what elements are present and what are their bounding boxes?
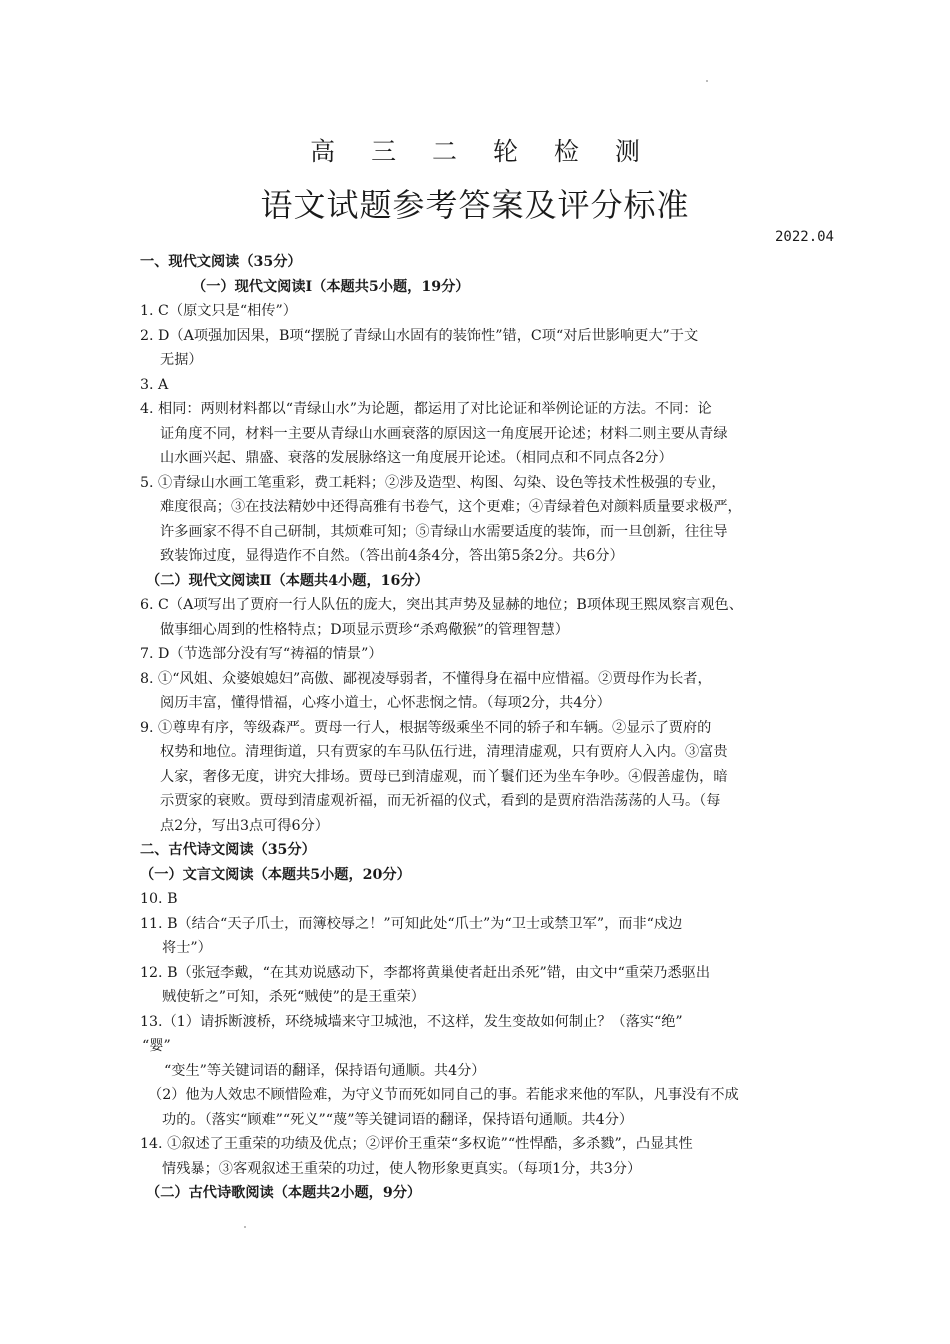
answer-content (140, 250, 820, 1206)
answer-line: “婴” (142, 1038, 171, 1054)
answer-line: 做事细心周到的性格特点；D项显示贾珍“杀鸡儆猴”的管理智慧） (160, 621, 569, 638)
answer-line: 8. ①“风姐、众婆娘媳妇”高傲、鄙视凌辱弱者，不懂得身在福中应惜福。②贾母作为长者， (140, 670, 712, 687)
answer-line: 贼使斩之”可知，杀死“贼使”的是王重荣） (162, 989, 425, 1005)
subsection-heading: （一）现代文阅读Ⅰ（本题共5小题，19分） (192, 278, 470, 295)
answer-line: 4. 相同：两则材料都以“青绿山水”为论题，都运用了对比论证和举例论证的方法。不同：论 (140, 401, 712, 417)
answer-line: 6. C（A项写出了贾府一行人队伍的庞大，突出其声势及显赫的地位；B项体现王熙凤察言观色、 (140, 597, 743, 613)
answer-line: 人家，奢侈无度，讲究大排场。贾母已到清虚观，而丫鬟们还为坐车争吵。④假善虚伪，暗 (160, 768, 728, 785)
answer-line: 山水画兴起、鼎盛、衰落的发展脉络这一角度展开论述。（相同点和不同点各2分） (160, 450, 673, 466)
section-heading: 二、古代诗文阅读（35分） (140, 842, 316, 858)
answer-line: 7. D（节选部分没有写“祷福的情景”） (140, 646, 383, 662)
answer-line: 许多画家不得不自己研制，其烦难可知；⑤青绿山水需要适度的装饰，而一旦创新，往往导 (160, 523, 728, 540)
answer-line: 难度很高；③在技法精妙中还得高雅有书卷气，这个更难；④青绿着色对颜料质量要求极严， (160, 499, 742, 515)
answer-line: 权势和地位。清理街道，只有贾家的车马队伍行进，清理清虚观，只有贾府人入内。③富贵 (160, 744, 728, 760)
subsection-heading: （一）文言文阅读（本题共5小题，20分） (140, 866, 411, 883)
answer-line: 14. ①叙述了王重荣的功绩及优点；②评价王重荣“多权诡”“性悍酷，多杀戮”，凸显其性 (140, 1136, 693, 1152)
answer-line: 功的。（落实“顾难”“死义”“蔑”等关键词语的翻译，保持语句通顺。共4分） (162, 1111, 634, 1128)
answer-line: 无据） (160, 352, 203, 368)
subsection-heading: （二）现代文阅读Ⅱ（本题共4小题，16分） (146, 572, 429, 589)
answer-line: 2. D（A项强加因果，B项“摆脱了青绿山水固有的装饰性”错，C项“对后世影响更大”于文 (140, 327, 699, 344)
scan-speck (706, 80, 708, 82)
answer-line: 示贾家的衰败。贾母到清虚观祈福，而无祈福的仪式，看到的是贾府浩浩荡荡的人马。（每 (160, 793, 721, 809)
answer-line: 致装饰过度，显得造作不自然。（答出前4条4分，答出第5条2分。共6分） (160, 548, 624, 564)
answer-line: （2）他为人效忠不顾惜险难，为守义节而死如同自己的事。若能求来他的军队，凡事没有不成 (148, 1087, 739, 1103)
answer-line: 9. ①尊卑有序，等级森严。贾母一行人，根据等级乘坐不同的轿子和车辆。②显示了贾府的 (140, 719, 712, 736)
answer-line: 12. B（张冠李戴，“在其劝说感动下，李都将黄巢使者赶出杀死”错，由文中“重荣乃悉驱出 (140, 964, 711, 981)
answer-line: 10. B (140, 891, 178, 907)
answer-line: 情残暴；③客观叙述王重荣的功过，使人物形象更真实。（每项1分，共3分） (162, 1160, 642, 1177)
answer-line: 阅历丰富，懂得惜福，心疼小道士，心怀悲悯之情。（每项2分，共4分） (160, 695, 611, 711)
answer-line: 11. B（结合“天子爪士，而簿校辱之！”可知此处“爪士”为“卫士或禁卫军”，而非“戍边 (140, 915, 683, 932)
answer-line: 13.（1）请拆断渡桥，环绕城墙来守卫城池，不这样，发生变故如何制止？（落实“绝” (140, 1013, 683, 1030)
scan-speck (244, 1226, 246, 1228)
section-heading: 一、现代文阅读（35分） (140, 254, 302, 270)
exam-title: 高 三 二 轮 检 测 (310, 137, 654, 166)
answer-line: 证角度不同，材料一主要从青绿山水画衰落的原因这一角度展开论述；材料二则主要从青绿 (160, 425, 728, 442)
document-date: 2022.04 (774, 229, 834, 245)
answer-line: 3. A (140, 376, 169, 393)
answer-line: “变生”等关键词语的翻译，保持语句通顺。共4分） (164, 1062, 486, 1079)
document-title: 语文试题参考答案及评分标准 (260, 186, 690, 224)
answer-line: 1. C（原文只是“相传”） (140, 303, 297, 319)
subsection-heading: （二）古代诗歌阅读（本题共2小题，9分） (146, 1185, 422, 1201)
answer-line: 5. ①青绿山水画工笔重彩，费工耗料；②涉及造型、构图、勾染、设色等技术性极强的专业， (140, 474, 726, 491)
answer-line: 将士”） (162, 940, 212, 956)
answer-line: 点2分，写出3点可得6分） (160, 817, 329, 834)
